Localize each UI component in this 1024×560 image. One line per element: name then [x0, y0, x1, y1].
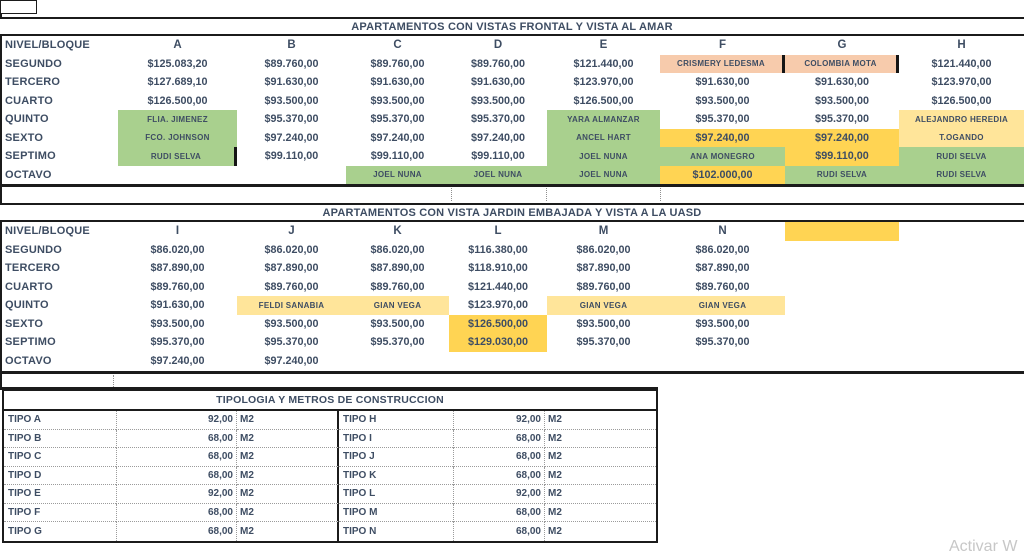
price-cell[interactable]: $91.630,00 — [814, 76, 870, 89]
price-cell[interactable]: $99.110,00 — [785, 147, 899, 166]
price-cell[interactable]: $93.500,00 — [264, 317, 319, 330]
price-cell[interactable]: $121.440,00 — [931, 57, 992, 70]
price-cell[interactable]: $93.500,00 — [264, 94, 319, 107]
row-label: TERCERO — [5, 76, 61, 89]
price-cell[interactable]: $126.500,00 — [449, 315, 547, 334]
owner-name-cell[interactable]: RUDI SELVA — [785, 166, 899, 185]
price-cell[interactable]: $121.440,00 — [573, 57, 634, 70]
row-label: SEGUNDO — [5, 243, 63, 256]
table-typology-title-bar — [4, 391, 656, 411]
row-label: SEXTO — [5, 317, 44, 330]
row-label: QUINTO — [5, 113, 49, 126]
owner-name-cell[interactable]: ANCEL HART — [547, 129, 660, 148]
row-label: OCTAVO — [5, 354, 52, 367]
typology-label[interactable]: TIPO G — [8, 526, 42, 538]
area-value[interactable]: 68,00 — [453, 467, 545, 486]
table-garden-view-bottom-border — [0, 371, 1024, 374]
owner-name-cell[interactable]: JOEL NUNA — [449, 166, 547, 185]
column-header: L — [494, 225, 502, 238]
price-cell[interactable]: $91.630,00 — [264, 76, 319, 89]
unit-label[interactable]: M2 — [548, 526, 562, 538]
table-garden-view-title: APARTAMENTOS CON VISTA JARDIN EMBAJADA Y VISTA A LA UASD — [322, 206, 702, 219]
price-cell[interactable]: $93.500,00 — [370, 317, 425, 330]
area-value[interactable]: 92,00 — [453, 485, 545, 504]
empty-cell[interactable] — [785, 296, 899, 315]
price-cell[interactable]: $93.500,00 — [695, 94, 750, 107]
price-cell[interactable]: $99.110,00 — [471, 150, 525, 163]
column-header: F — [718, 39, 727, 52]
price-cell[interactable]: $87.890,00 — [370, 262, 425, 275]
typology-label[interactable]: TIPO A — [4, 411, 116, 430]
price-cell[interactable]: $97.240,00 — [370, 131, 425, 144]
price-cell[interactable]: $87.890,00 — [695, 262, 750, 275]
unit-label[interactable]: M2 — [237, 504, 339, 523]
price-cell[interactable]: $97.240,00 — [660, 129, 785, 148]
price-cell[interactable]: $95.370,00 — [470, 113, 526, 126]
owner-name-cell[interactable]: FCO. JOHNSON — [118, 129, 237, 148]
table-typology — [2, 389, 658, 543]
price-cell[interactable]: $93.500,00 — [470, 94, 526, 107]
empty-cell[interactable] — [785, 333, 899, 352]
row-label: OCTAVO — [5, 168, 52, 181]
column-gridline-tick — [113, 375, 114, 387]
row-label: CUARTO — [5, 94, 54, 107]
table-typology-title: TIPOLOGIA Y METROS DE CONSTRUCCION — [216, 394, 444, 406]
typology-label[interactable]: TIPO E — [4, 485, 116, 504]
price-cell[interactable]: $95.370,00 — [150, 336, 205, 349]
column-gridline-tick — [546, 188, 547, 201]
area-value[interactable]: 68,00 — [453, 430, 545, 449]
table-typology-grid — [4, 411, 656, 541]
price-cell[interactable]: $97.240,00 — [785, 129, 899, 148]
empty-cell[interactable] — [449, 352, 547, 371]
price-cell[interactable]: $127.689,10 — [147, 76, 208, 89]
price-cell[interactable]: $91.630,00 — [470, 76, 526, 89]
unit-label[interactable]: M2 — [237, 485, 339, 504]
unit-label[interactable]: M2 — [237, 430, 339, 449]
typology-label[interactable]: TIPO I — [339, 430, 453, 449]
empty-cell[interactable] — [899, 222, 1024, 241]
unit-label[interactable]: M2 — [545, 504, 656, 523]
price-cell[interactable]: $89.760,00 — [264, 280, 319, 293]
column-header: D — [493, 39, 503, 52]
unit-label[interactable]: M2 — [545, 430, 656, 449]
price-cell[interactable]: $91.630,00 — [695, 76, 750, 89]
price-cell[interactable]: $97.240,00 — [150, 354, 205, 367]
typology-label[interactable]: TIPO D — [4, 467, 116, 486]
unit-label[interactable]: M2 — [545, 467, 656, 486]
corner-header-nivel-bloque: NIVEL/BLOQUE — [5, 39, 90, 52]
price-cell[interactable]: $125.083,20 — [147, 57, 208, 70]
area-value[interactable]: 92,00 — [116, 485, 237, 504]
area-value[interactable]: 68,00 — [116, 522, 237, 541]
price-cell[interactable]: $95.370,00 — [264, 113, 319, 126]
price-cell[interactable]: $86.020,00 — [695, 243, 750, 256]
row-label: SEPTIMO — [5, 150, 56, 163]
table-garden-view-title-bar — [0, 203, 1024, 222]
price-cell[interactable]: $86.020,00 — [150, 243, 205, 256]
table-garden-view-grid — [0, 222, 1024, 370]
owner-name-cell[interactable]: COLOMBIA MOTA — [785, 55, 899, 74]
table-sea-view-grid — [0, 36, 1024, 184]
price-cell[interactable]: $89.760,00 — [470, 57, 526, 70]
column-header: I — [175, 225, 180, 238]
column-header: H — [957, 39, 966, 52]
area-value[interactable]: 92,00 — [453, 411, 545, 430]
typology-label[interactable]: TIPO H — [339, 411, 453, 430]
price-cell[interactable]: $126.500,00 — [147, 94, 208, 107]
area-value[interactable]: 68,00 — [116, 504, 237, 523]
table-sea-view-title: APARTAMENTOS CON VISTAS FRONTAL Y VISTA AL AMAR — [351, 20, 673, 33]
empty-cell[interactable] — [237, 166, 346, 185]
price-cell[interactable]: $97.240,00 — [264, 354, 319, 367]
owner-name-cell[interactable]: GIAN VEGA — [660, 296, 785, 315]
owner-name-cell[interactable]: JOEL NUNA — [547, 166, 660, 185]
price-cell[interactable]: $99.110,00 — [264, 150, 319, 163]
owner-name-cell[interactable]: GIAN VEGA — [346, 296, 449, 315]
row-label: CUARTO — [5, 280, 54, 293]
unit-label[interactable]: M2 — [545, 485, 656, 504]
typology-label[interactable]: TIPO K — [339, 467, 453, 486]
owner-name-cell[interactable]: FELDI SANABIA — [237, 296, 346, 315]
column-header: M — [598, 225, 609, 238]
empty-cell[interactable] — [899, 241, 1024, 260]
price-cell[interactable]: $97.240,00 — [264, 131, 319, 144]
price-cell[interactable]: $99.110,00 — [370, 150, 425, 163]
empty-cell[interactable] — [118, 166, 237, 185]
column-header: N — [718, 225, 727, 238]
empty-cell[interactable] — [785, 352, 899, 371]
unit-label[interactable]: M2 — [237, 522, 339, 541]
empty-cell[interactable] — [547, 352, 660, 371]
price-cell[interactable]: $91.630,00 — [370, 76, 425, 89]
column-header: A — [173, 39, 182, 52]
typology-label[interactable]: TIPO N — [343, 526, 377, 538]
unit-label[interactable]: M2 — [545, 448, 656, 467]
price-cell[interactable]: $93.500,00 — [814, 94, 870, 107]
column-header: G — [837, 39, 847, 52]
price-cell[interactable]: $95.370,00 — [264, 336, 319, 349]
row-label: SEXTO — [5, 131, 44, 144]
empty-cell[interactable] — [899, 259, 1024, 278]
row-label: SEGUNDO — [5, 57, 63, 70]
price-cell[interactable]: $102.000,00 — [660, 166, 785, 185]
empty-cell[interactable] — [899, 333, 1024, 352]
owner-name-cell[interactable]: RUDI SELVA — [899, 166, 1024, 185]
area-value[interactable]: 68,00 — [453, 504, 545, 523]
row-label: SEPTIMO — [5, 336, 56, 349]
owner-name-cell[interactable]: CRISMERY LEDESMA — [660, 55, 785, 74]
owner-name-cell[interactable]: RUDI SELVA — [899, 147, 1024, 166]
typology-label[interactable]: TIPO M — [339, 504, 453, 523]
owner-name-cell[interactable]: T.OGANDO — [899, 129, 1024, 148]
price-cell[interactable]: $86.020,00 — [576, 243, 631, 256]
price-cell[interactable]: $87.890,00 — [264, 262, 319, 275]
owner-name-cell[interactable]: FLIA. JIMENEZ — [118, 110, 237, 129]
price-cell[interactable]: $89.760,00 — [370, 57, 425, 70]
row-label: TERCERO — [5, 262, 61, 275]
price-cell[interactable]: $91.630,00 — [150, 299, 205, 312]
price-cell[interactable]: $95.370,00 — [576, 336, 631, 349]
unit-label[interactable]: M2 — [237, 467, 339, 486]
typology-label[interactable]: TIPO C — [4, 448, 116, 467]
price-cell[interactable]: $89.760,00 — [264, 57, 319, 70]
owner-name-cell[interactable]: GIAN VEGA — [547, 296, 660, 315]
owner-name-cell[interactable]: JOEL NUNA — [346, 166, 449, 185]
empty-cell[interactable] — [785, 315, 899, 334]
price-cell[interactable]: $129.030,00 — [449, 333, 547, 352]
area-value[interactable]: 68,00 — [453, 448, 545, 467]
area-value[interactable]: 68,00 — [453, 522, 545, 541]
owner-name-cell[interactable]: YARA ALMANZAR — [547, 110, 660, 129]
empty-cell[interactable] — [899, 296, 1024, 315]
price-cell[interactable]: $118.910,00 — [468, 262, 528, 275]
owner-name-cell[interactable]: RUDI SELVA — [118, 147, 237, 166]
column-header: B — [287, 39, 296, 52]
column-header: K — [393, 225, 402, 238]
unit-label[interactable]: M2 — [237, 411, 339, 430]
empty-cell[interactable] — [785, 259, 899, 278]
owner-name-cell[interactable]: ALEJANDRO HEREDIA — [899, 110, 1024, 129]
price-cell[interactable]: $95.370,00 — [695, 113, 750, 126]
price-cell[interactable]: $86.020,00 — [264, 243, 319, 256]
area-value[interactable]: 68,00 — [116, 467, 237, 486]
price-cell[interactable]: $121.440,00 — [467, 280, 529, 293]
price-cell[interactable]: $93.500,00 — [150, 317, 205, 330]
windows-activation-watermark: Activar W — [949, 538, 1018, 555]
price-cell[interactable]: $89.760,00 — [576, 280, 631, 293]
price-cell[interactable]: $126.500,00 — [931, 94, 992, 107]
price-cell[interactable]: $95.370,00 — [814, 113, 870, 126]
highlighted-empty-cell[interactable] — [785, 222, 899, 241]
price-cell[interactable]: $116.380,00 — [468, 243, 528, 256]
price-cell[interactable]: $87.890,00 — [576, 262, 631, 275]
price-cell[interactable]: $126.500,00 — [573, 94, 634, 107]
owner-name-cell[interactable]: JOEL NUNA — [547, 147, 660, 166]
price-cell[interactable]: $86.020,00 — [370, 243, 425, 256]
column-gridline-tick — [451, 188, 452, 201]
owner-name-cell[interactable]: ANA MONEGRO — [660, 147, 785, 166]
column-header: E — [599, 39, 608, 52]
table-sea-view-bottom-border — [0, 184, 1024, 187]
empty-corner-cell[interactable] — [0, 0, 37, 14]
price-cell[interactable]: $95.370,00 — [695, 336, 750, 349]
empty-cell[interactable] — [899, 352, 1024, 371]
corner-header-nivel-bloque: NIVEL/BLOQUE — [5, 225, 90, 238]
empty-cell[interactable] — [660, 352, 785, 371]
typology-label[interactable]: TIPO L — [339, 485, 453, 504]
empty-cell[interactable] — [785, 278, 899, 297]
unit-label[interactable]: M2 — [237, 448, 339, 467]
empty-cell[interactable] — [899, 278, 1024, 297]
typology-label[interactable]: TIPO B — [4, 430, 116, 449]
price-cell[interactable]: $123.970,00 — [467, 299, 529, 312]
table-sea-view-title-bar — [0, 17, 1024, 36]
column-header: C — [393, 39, 402, 52]
price-cell[interactable]: $89.760,00 — [370, 280, 425, 293]
empty-cell[interactable] — [899, 315, 1024, 334]
price-cell[interactable]: $97.240,00 — [470, 131, 526, 144]
price-cell[interactable]: $93.500,00 — [576, 317, 631, 330]
price-cell[interactable]: $89.760,00 — [150, 280, 205, 293]
row-label: QUINTO — [5, 299, 49, 312]
price-cell[interactable]: $123.970,00 — [573, 76, 634, 89]
empty-cell[interactable] — [785, 241, 899, 260]
price-cell[interactable]: $123.970,00 — [931, 76, 992, 89]
price-cell[interactable]: $87.890,00 — [150, 262, 205, 275]
column-header: J — [288, 225, 295, 238]
column-gridline-tick — [660, 188, 661, 201]
area-value[interactable]: 68,00 — [116, 430, 237, 449]
typology-label[interactable]: TIPO F — [4, 504, 116, 523]
price-cell[interactable]: $93.500,00 — [370, 94, 425, 107]
area-value[interactable]: 92,00 — [116, 411, 237, 430]
area-value[interactable]: 68,00 — [116, 448, 237, 467]
typology-label[interactable]: TIPO J — [339, 448, 453, 467]
price-cell[interactable]: $95.370,00 — [370, 336, 425, 349]
price-cell[interactable]: $93.500,00 — [695, 317, 750, 330]
empty-cell[interactable] — [346, 352, 449, 371]
unit-label[interactable]: M2 — [545, 411, 656, 430]
price-cell[interactable]: $95.370,00 — [370, 113, 425, 126]
price-cell[interactable]: $89.760,00 — [695, 280, 750, 293]
